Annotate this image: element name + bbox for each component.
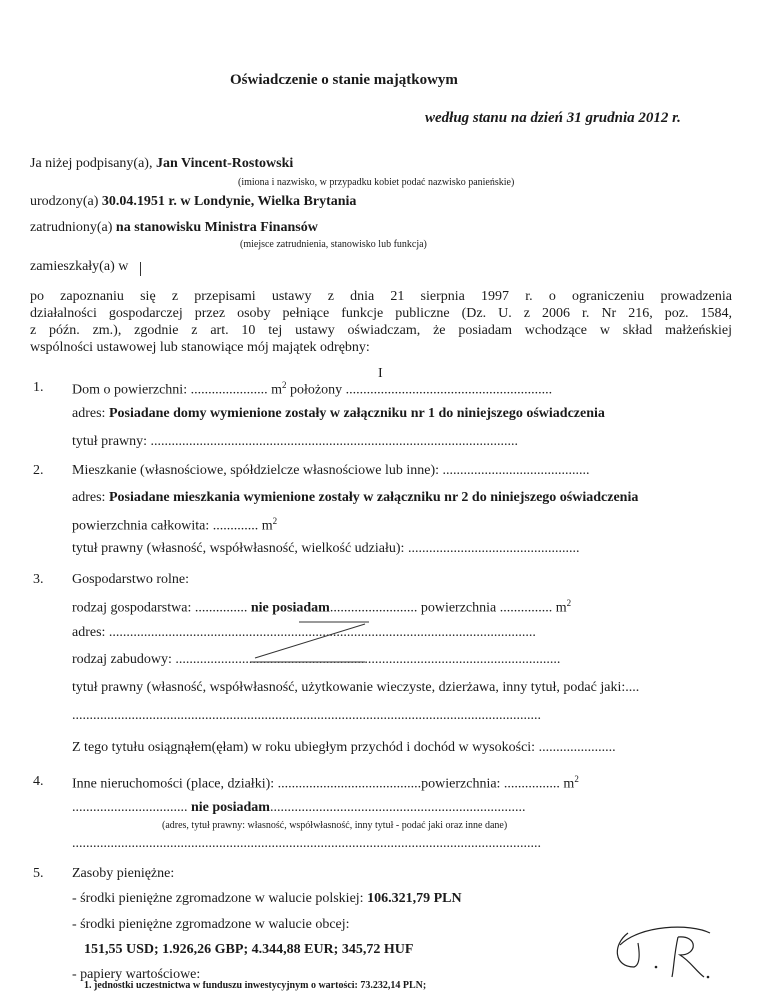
born-line: urodzony(a) 30.04.1951 r. w Londynie, Wielka Brytania — [30, 194, 357, 209]
item3-address-line: adres: .......................................................................................................................... — [72, 625, 536, 640]
item3-dots-line: ...................................................................................................................................... — [72, 708, 541, 723]
item3-kind-line: rodzaj gospodarstwa: ............... nie posiadam......................... powierzchnia ............... $m^2$ — [72, 598, 572, 616]
employed-value: na stanowisku Ministra Finansów — [115, 220, 318, 235]
item4-value-line: ................................. nie posiadam......................................................................... — [72, 800, 526, 815]
intro-line-1: po zapoznaniu się z przepisami ustawy z dnia 21 sierpnia 1997 r. o ograniczeniu prowadzenia — [30, 289, 732, 304]
item4-number: 4. — [33, 774, 44, 789]
item5-heading: Zasoby pieniężne: — [72, 866, 175, 881]
item1-title-line: tytuł prawny: ......................................................................................................... — [72, 434, 519, 449]
item5-foreign-value: 151,55 USD; 1.926,26 GBP; 4.344,88 EUR; 345,72 HUF — [84, 942, 414, 957]
intro-line-2: działalności gospodarczej przez osoby pełniące funkcje publiczne (Dz. U. z 2006 r. Nr 216, poz. 1584, — [30, 306, 732, 321]
document-title: Oświadczenie o stanie majątkowym — [230, 72, 458, 88]
signer-line: Ja niżej podpisany(a), Jan Vincent-Rostowski — [30, 156, 294, 171]
item5-pln-value: 106.321,79 PLN — [367, 891, 462, 906]
item4-dots-line: ...................................................................................................................................... — [72, 836, 541, 851]
intro-line-4: wspólności ustawowej lub stanowiące mój majątek odrębny: — [30, 340, 370, 355]
item3-heading: Gospodarstwo rolne: — [72, 572, 190, 587]
section-roman: I — [378, 366, 383, 381]
intro-line-3: z późn. zm.), zgodnie z art. 10 tej ustawy oświadczam, że posiadam wchodzące w skład małżeńskiej — [30, 323, 732, 338]
signer-name-hint: (imiona i nazwisko, w przypadku kobiet podać nazwisko panieńskie) — [238, 177, 515, 188]
item5-pln-line: - środki pieniężne zgromadzone w walucie polskiej: 106.321,79 PLN — [72, 891, 462, 906]
document-subtitle: według stanu na dzień 31 grudnia 2012 r. — [425, 110, 681, 126]
item2-title-line: tytuł prawny (własność, współwłasność, wielkość udziału): ................................................. — [72, 541, 580, 556]
item3-title-line: tytuł prawny (własność, współwłasność, użytkowanie wieczyste, dzierżawa, inny tytuł, podać jaki:.... — [72, 680, 640, 695]
item5-securities-sub: 1. jednostki uczestnictwa w funduszu inwestycyjnym o wartości: 73.232,14 PLN; — [84, 981, 427, 991]
item5-number: 5. — [33, 866, 44, 881]
text-cursor — [140, 262, 141, 276]
item2-flat-line: Mieszkanie (własnościowe, spółdzielcze własnościowe lub inne): .......................................... — [72, 463, 590, 478]
item3-buildings-line: rodzaj zabudowy: .............................................................................................................. — [72, 652, 561, 667]
signature-initials — [600, 915, 720, 985]
item3-kind-value: nie posiadam — [250, 600, 330, 616]
item4-hint: (adres, tytuł prawny: własność, współwłasność, inny tytuł - podać jaki oraz inne dane) — [162, 820, 508, 831]
resident-line: zamieszkały(a) w — [30, 259, 129, 274]
item2-address-value: Posiadane mieszkania wymienione zostały w załączniku nr 2 do niniejszego oświadczenia — [108, 490, 639, 505]
item4-value: nie posiadam — [191, 800, 270, 815]
item2-number: 2. — [33, 463, 44, 478]
employed-hint: (miejsce zatrudnienia, stanowisko lub funkcja) — [240, 239, 427, 250]
employed-line: zatrudniony(a) na stanowisku Ministra Finansów — [30, 220, 318, 235]
born-value: 30.04.1951 r. w Londynie, Wielka Brytania — [101, 194, 357, 209]
item1-house-line: Dom o powierzchni: ...................... $m^2$ położony ........................................................... — [72, 380, 553, 398]
item2-area-line: powierzchnia całkowita: ............. $m^2$ — [72, 516, 278, 534]
item3-number: 3. — [33, 572, 44, 587]
item1-address-value: Posiadane domy wymienione zostały w załączniku nr 1 do niniejszego oświadczenia — [108, 406, 605, 421]
item1-number: 1. — [33, 380, 44, 395]
item1-address-line: adres: Posiadane domy wymienione zostały w załączniku nr 1 do niniejszego oświadczenia — [72, 406, 605, 421]
signer-name: Jan Vincent-Rostowski — [155, 156, 294, 171]
item2-address-line: adres: Posiadane mieszkania wymienione zostały w załączniku nr 2 do niniejszego oświadczenia — [72, 490, 639, 505]
item4-other-line: Inne nieruchomości (place, działki): .........................................powierzchnia: ................ $m^2$ — [72, 774, 579, 792]
strike-through-mark — [245, 618, 370, 668]
item5-foreign-line: - środki pieniężne zgromadzone w walucie obcej: — [72, 917, 350, 932]
item3-income-line: Z tego tytułu osiągnąłem(ęłam) w roku ubiegłym przychód i dochód w wysokości: ...................... — [72, 740, 616, 755]
item5-securities-line: - papiery wartościowe: — [72, 967, 201, 982]
